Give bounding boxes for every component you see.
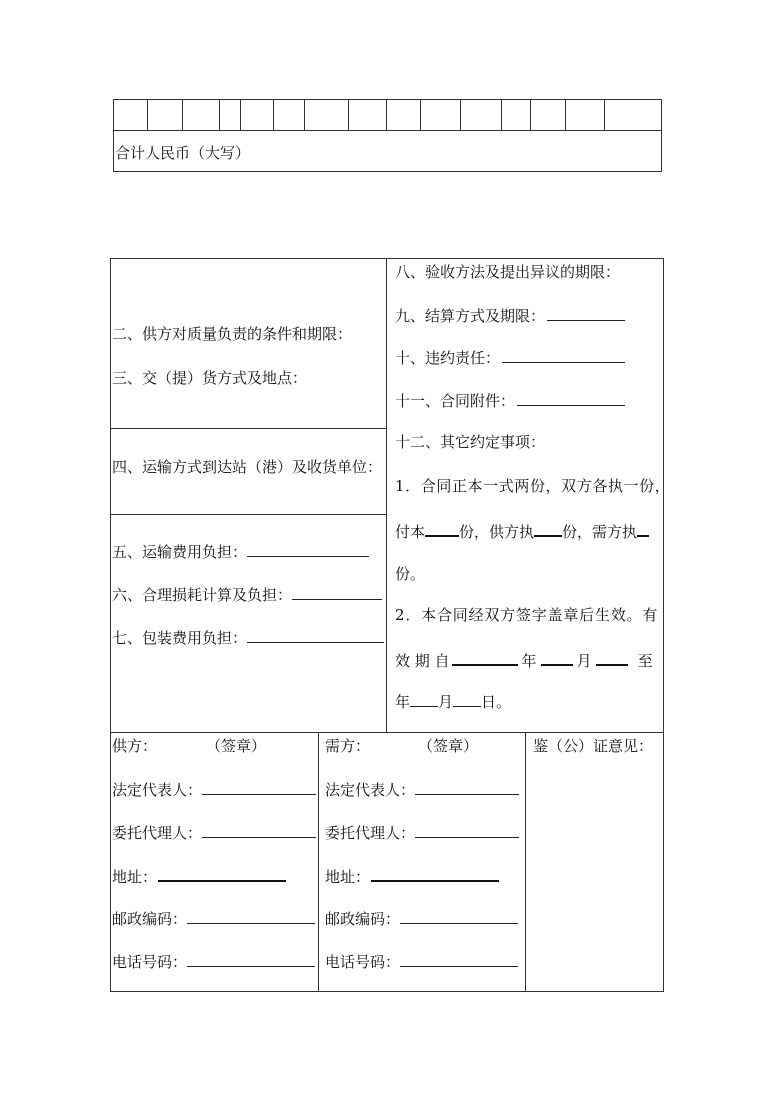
supplier-phone-label: 电话号码： — [112, 953, 188, 971]
validity-start-month-blank[interactable] — [541, 650, 573, 666]
item1-copies-text-c: 份，需方执 — [562, 523, 638, 541]
packing-blank[interactable] — [247, 628, 384, 643]
supplier-postal-label: 邮政编码： — [112, 910, 188, 928]
supplier-agent-blank[interactable] — [202, 823, 316, 838]
buyer-address-label: 地址： — [325, 868, 371, 886]
validity-end-text-month: 月 — [438, 693, 454, 711]
buyer-address-blank[interactable] — [371, 866, 499, 882]
settlement-label: 九、结算方式及期限： — [395, 307, 546, 325]
packing-row — [112, 628, 384, 647]
buyer-legal-rep-label: 法定代表人： — [325, 781, 416, 799]
attachments-row — [395, 391, 625, 410]
validity-text-month: 月 — [576, 652, 592, 670]
item1-copies-end: 份。 — [395, 565, 426, 583]
duplicate-copies-blank[interactable] — [425, 521, 459, 537]
supplier-agent-label: 委托代理人： — [112, 824, 203, 842]
delivery-method-label: 三、交（提）货方式及地点： — [112, 369, 308, 387]
validity-end-month-blank[interactable] — [410, 692, 438, 707]
supplier-legal-rep-row — [112, 780, 316, 799]
supplier-address-row — [112, 866, 286, 886]
validity-start-day-blank[interactable] — [596, 650, 628, 666]
item2-line1: 2．本合同经双方签字盖章后生效。有 — [395, 606, 659, 624]
validity-row — [395, 650, 653, 670]
buyer-postal-blank[interactable] — [400, 909, 518, 924]
buyer-address-row — [325, 866, 499, 886]
item1-copies-text-a: 付本 — [395, 523, 426, 541]
validity-text-year: 年 — [521, 652, 537, 670]
item1-copies-text-b: 份，供方执 — [459, 523, 535, 541]
validity-text-from: 效 期 自 — [395, 652, 450, 670]
loss-row — [112, 585, 382, 604]
supplier-agent-row — [112, 823, 316, 842]
supplier-address-blank[interactable] — [158, 866, 286, 882]
buyer-agent-label: 委托代理人： — [325, 824, 416, 842]
buyer-agent-blank[interactable] — [415, 823, 519, 838]
other-matters-label: 十二、其它约定事项： — [395, 433, 546, 451]
supplier-title: 供方： — [112, 737, 158, 755]
supplier-postal-row — [112, 909, 315, 928]
breach-blank[interactable] — [502, 348, 625, 363]
acceptance-label: 八、验收方法及提出异议的期限： — [395, 263, 621, 281]
validity-end-text-year: 年 — [395, 693, 411, 711]
notary-opinion-label: 鉴（公）证意见： — [533, 737, 654, 755]
supplier-seal: （签章） — [206, 737, 267, 755]
item1-line1: 1．合同正本一式两份，双方各执一份， — [395, 477, 671, 495]
transport-cost-blank[interactable] — [247, 542, 369, 557]
total-rmb-label: 合计人民币（大写） — [115, 144, 251, 162]
settlement-row — [395, 306, 625, 325]
item1-copies-row — [395, 521, 649, 541]
transport-cost-row — [112, 542, 369, 561]
settlement-blank[interactable] — [547, 306, 625, 321]
supplier-address-label: 地址： — [112, 868, 158, 886]
buyer-copies-blank[interactable] — [637, 521, 649, 537]
validity-text-to: 至 — [637, 652, 653, 670]
transport-cost-label: 五、运输费用负担： — [112, 543, 248, 561]
loss-label: 六、合理损耗计算及负担： — [112, 586, 293, 604]
validity-end-text-day: 日。 — [481, 693, 512, 711]
validity-start-year-blank[interactable] — [452, 650, 518, 666]
supplier-phone-row — [112, 952, 315, 971]
buyer-seal: （签章） — [418, 737, 479, 755]
buyer-legal-rep-blank[interactable] — [415, 780, 519, 795]
buyer-title: 需方： — [325, 737, 371, 755]
buyer-postal-row — [325, 909, 518, 928]
attachments-blank[interactable] — [517, 391, 625, 406]
attachments-label: 十一、合同附件： — [395, 392, 516, 410]
transport-method-label: 四、运输方式到达站（港）及收货单位： — [112, 458, 383, 476]
supplier-legal-rep-blank[interactable] — [202, 780, 316, 795]
buyer-legal-rep-row — [325, 780, 519, 799]
validity-end-row — [395, 692, 511, 711]
validity-end-day-blank[interactable] — [453, 692, 481, 707]
buyer-agent-row — [325, 823, 519, 842]
buyer-phone-blank[interactable] — [400, 952, 518, 967]
supplier-phone-blank[interactable] — [187, 952, 315, 967]
quality-terms-label: 二、供方对质量负责的条件和期限： — [112, 325, 353, 343]
supplier-postal-blank[interactable] — [187, 909, 315, 924]
loss-blank[interactable] — [292, 585, 382, 600]
supplier-copies-blank[interactable] — [534, 521, 562, 537]
breach-label: 十、违约责任： — [395, 349, 501, 367]
breach-row — [395, 348, 625, 367]
buyer-phone-label: 电话号码： — [325, 953, 401, 971]
packing-label: 七、包装费用负担： — [112, 629, 248, 647]
supplier-legal-rep-label: 法定代表人： — [112, 781, 203, 799]
buyer-phone-row — [325, 952, 518, 971]
buyer-postal-label: 邮政编码： — [325, 910, 401, 928]
